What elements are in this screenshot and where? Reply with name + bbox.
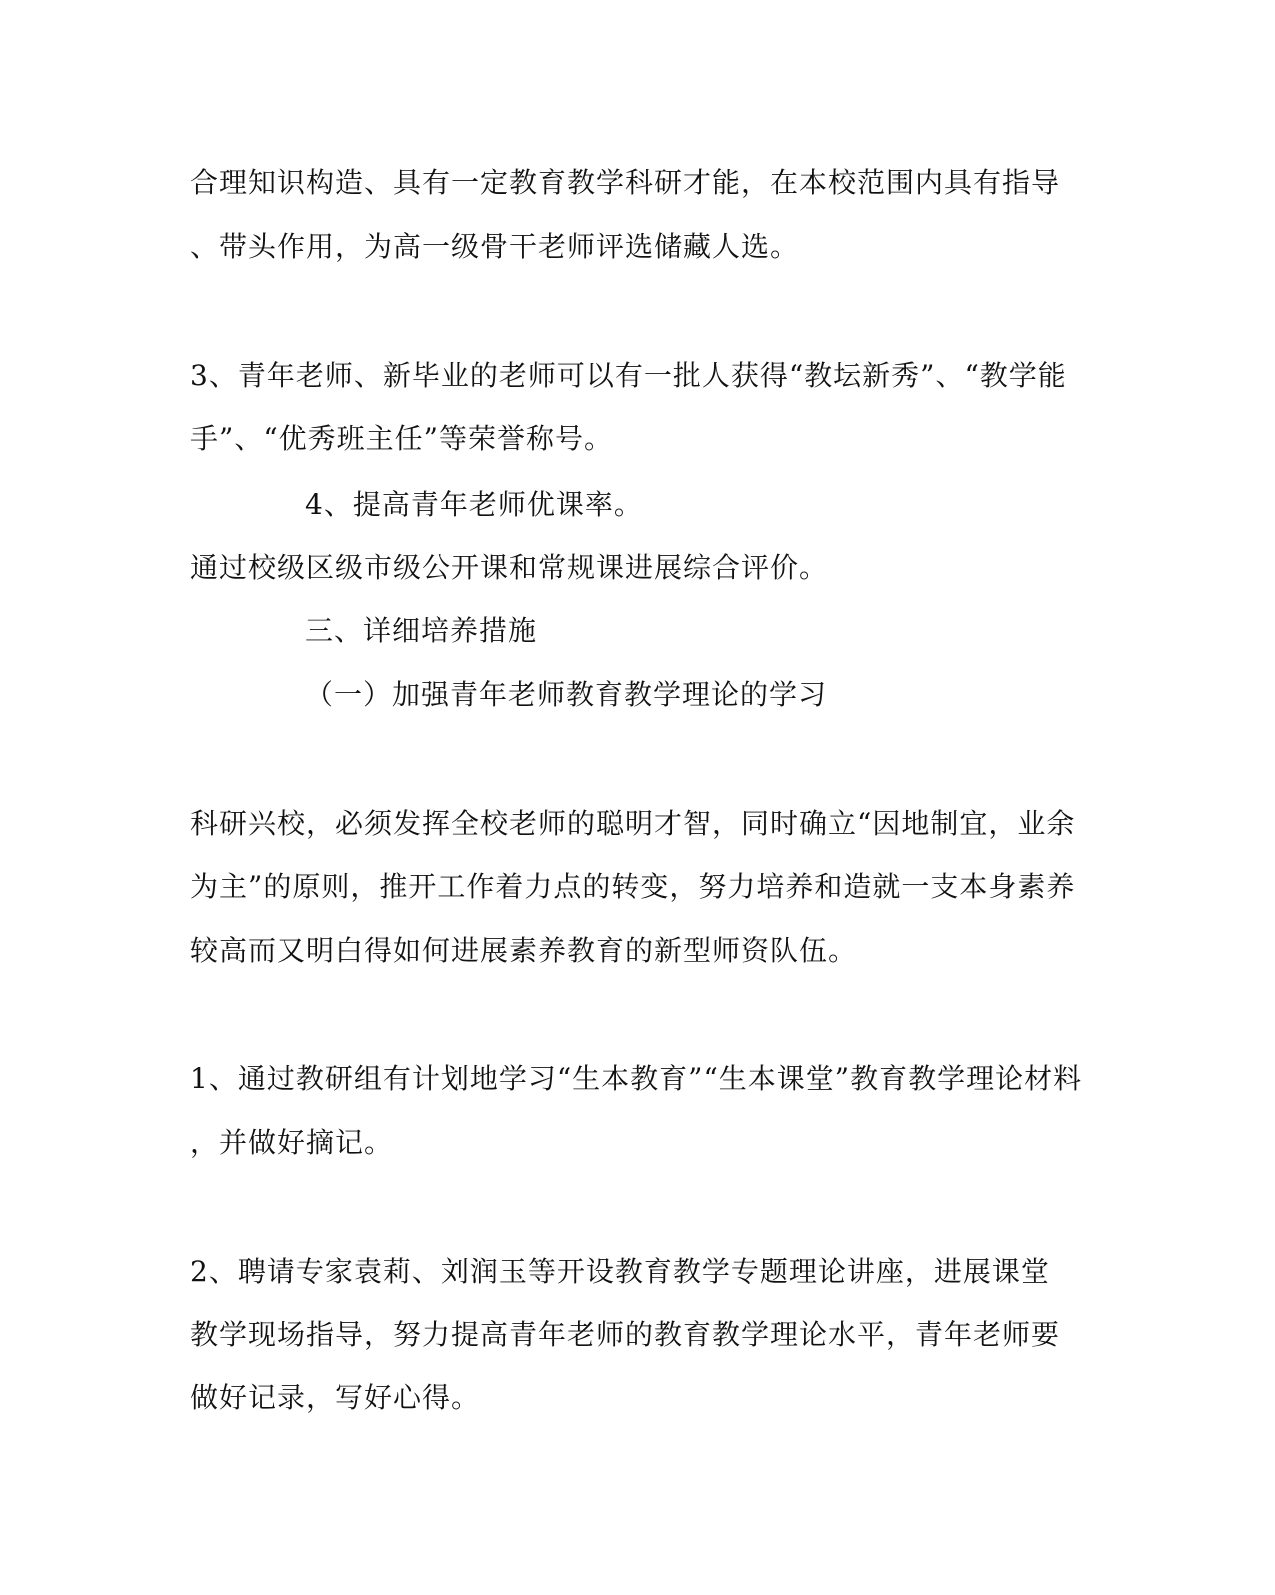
text-line: 为主”的原则，推开工作着力点的转变，努力培养和造就一支本身素养 <box>190 870 1076 903</box>
text-line: 4、提高青年老师优课率。 <box>305 488 643 521</box>
text-line: 较高而又明白得如何进展素养教育的新型师资队伍。 <box>190 934 858 967</box>
text-line: ，并做好摘记。 <box>190 1126 394 1159</box>
text-line: 做好记录，写好心得。 <box>190 1381 481 1414</box>
text-line: 1、通过教研组有计划地学习“生本教育”“生本课堂”教育教学理论材料 <box>190 1062 1083 1095</box>
text-line: 通过校级区级市级公开课和常规课进展综合评价。 <box>190 551 829 584</box>
text-line: 手”、“优秀班主任”等荣誉称号。 <box>190 422 613 455</box>
subsection-heading: （一）加强青年老师教育教学理论的学习 <box>305 678 828 711</box>
text-line: 、带头作用，为高一级骨干老师评选储藏人选。 <box>190 230 800 263</box>
text-line: 2、聘请专家袁莉、刘润玉等开设教育教学专题理论讲座，进展课堂 <box>190 1255 1050 1288</box>
section-heading: 三、详细培养措施 <box>305 614 538 647</box>
text-line: 科研兴校，必须发挥全校老师的聪明才智，同时确立“因地制宜，业余 <box>190 807 1076 840</box>
text-line: 教学现场指导，努力提高青年老师的教育教学理论水平，青年老师要 <box>190 1318 1061 1351</box>
text-line: 合理知识构造、具有一定教育教学科研才能，在本校范围内具有指导 <box>190 166 1061 199</box>
text-line: 3、青年老师、新毕业的老师可以有一批人获得“教坛新秀”、“教学能 <box>190 359 1067 392</box>
